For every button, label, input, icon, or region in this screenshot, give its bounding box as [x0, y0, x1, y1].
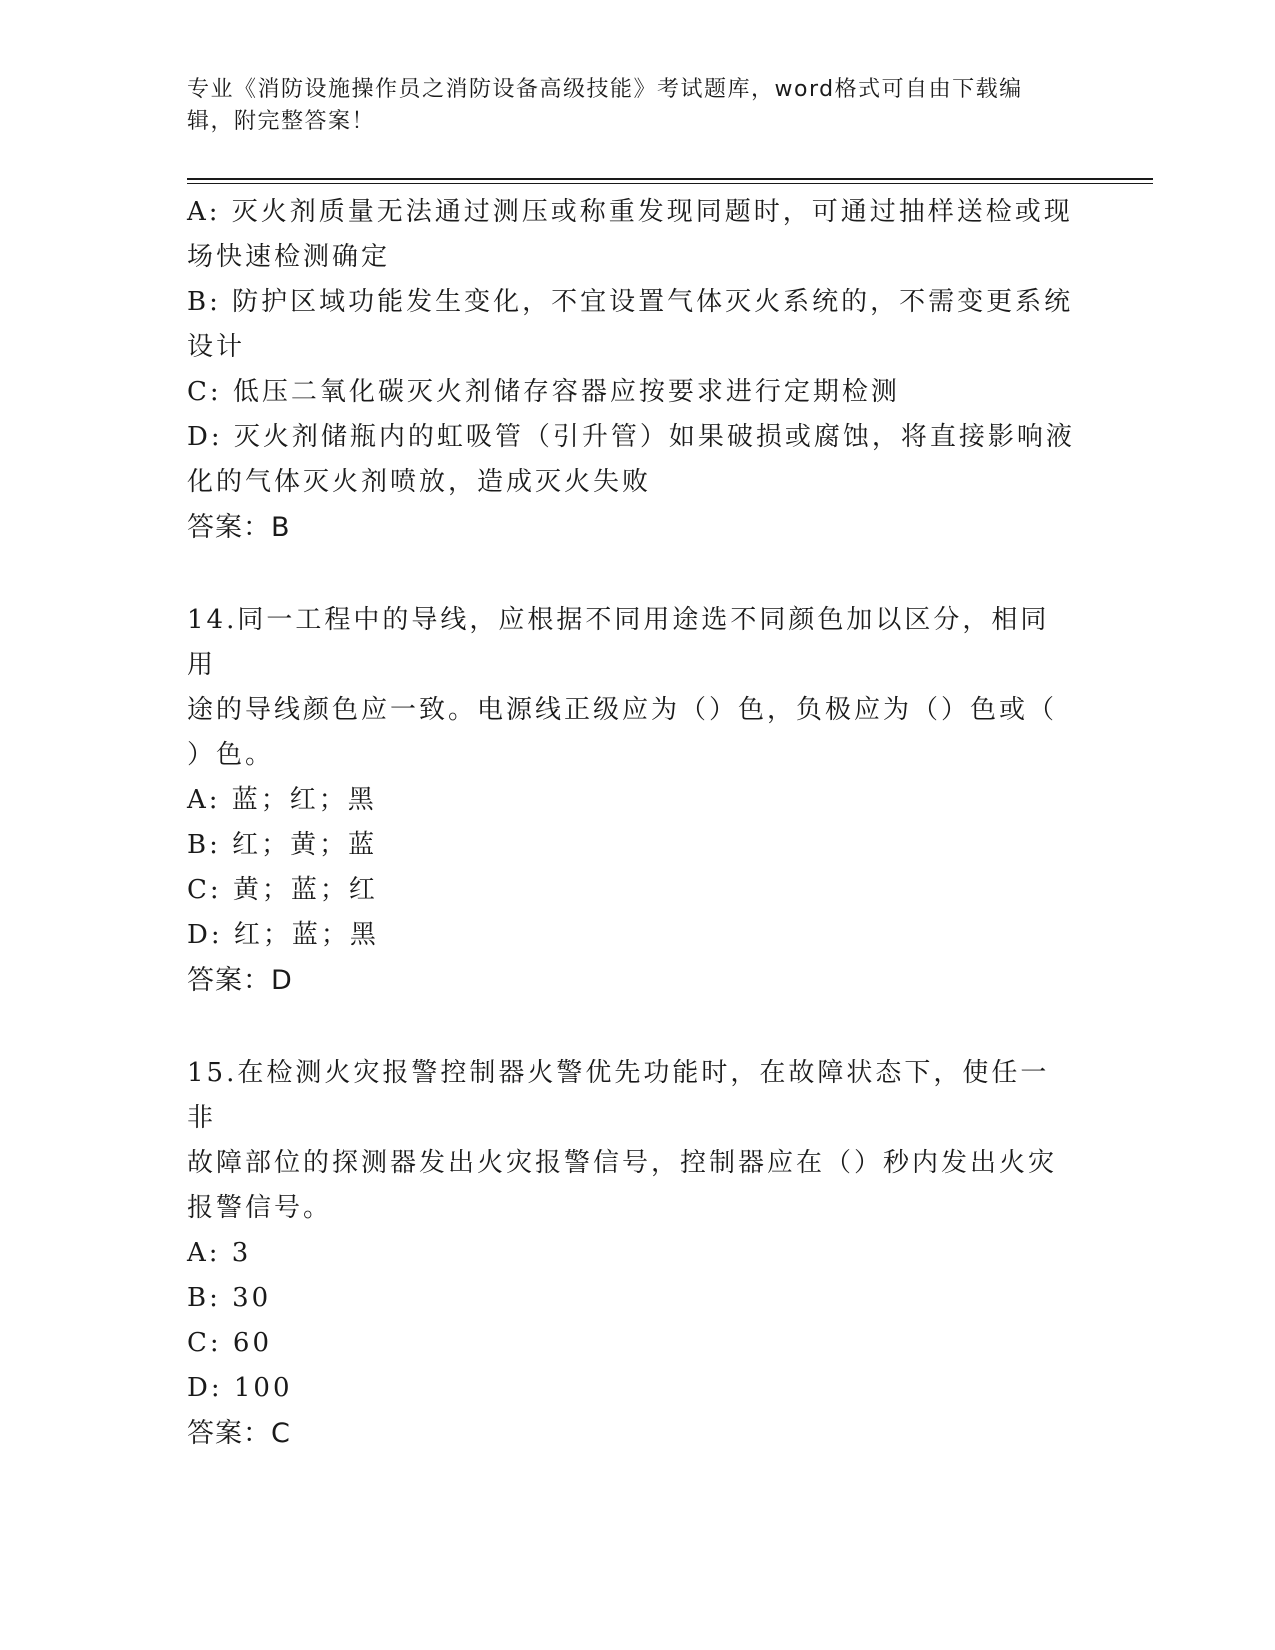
q15-option-c: C: 60	[187, 1328, 273, 1358]
q14-stem-line-3: ）色。	[187, 740, 275, 770]
q13-option-c-line-1: C: 低压二氧化碳灭火剂储存容器应按要求进行定期检测	[187, 377, 900, 407]
q13-answer: 答案：B	[187, 512, 291, 543]
q15-option-a: A: 3	[187, 1238, 252, 1268]
q13-option-a-line-1: A: 灭火剂质量无法通过测压或称重发现同题时，可通过抽样送检或现	[187, 197, 1073, 227]
q13-option-d-line-2: 化的气体灭火剂喷放，造成灭火失败	[187, 467, 652, 497]
q14-option-a: A: 蓝；红；黑	[187, 785, 377, 815]
spacer	[187, 1003, 1077, 1051]
q13-option-b-line-1: B: 防护区域功能发生变化，不宜设置气体灭火系统的，不需变更系统	[187, 287, 1074, 317]
header-line-2: 辑，附完整答案！	[187, 109, 376, 134]
header-divider-thin	[187, 183, 1153, 184]
q14-answer: 答案：D	[187, 965, 293, 996]
q15-option-b: B: 30	[187, 1283, 272, 1313]
q14-stem-line-1: 14.同一工程中的导线，应根据不同用途选不同颜色加以区分，相同用	[187, 605, 1050, 680]
q14-option-c: C: 黄；蓝；红	[187, 875, 378, 905]
q14-block	[187, 598, 1077, 1003]
q13-option-b-line-2: 设计	[187, 332, 246, 362]
q13-option-a-line-2: 场快速检测确定	[187, 242, 391, 272]
question-content	[187, 190, 1077, 1456]
q15-answer: 答案：C	[187, 1418, 291, 1449]
q14-option-b: B: 红；黄；蓝	[187, 830, 378, 860]
header-line-1: 专业《消防设施操作员之消防设备高级技能》考试题库，word格式可自由下载编	[187, 77, 1023, 102]
spacer	[187, 550, 1077, 598]
header-divider-thick	[187, 178, 1153, 180]
document-header	[187, 74, 1067, 138]
q15-block	[187, 1051, 1077, 1456]
q14-stem-line-2: 途的导线颜色应一致。电源线正级应为（）色，负极应为（）色或（	[187, 695, 1058, 725]
q13-option-d-line-1: D: 灭火剂储瓶内的虹吸管（引升管）如果破损或腐蚀，将直接影响液	[187, 422, 1075, 452]
q15-option-d: D: 100	[187, 1373, 293, 1403]
q13-block	[187, 190, 1077, 550]
q14-option-d: D: 红；蓝；黑	[187, 920, 379, 950]
q15-stem-line-1: 15.在检测火灾报警控制器火警优先功能时，在故障状态下，使任一非	[187, 1058, 1050, 1133]
q15-stem-line-2: 故障部位的探测器发出火灾报警信号，控制器应在（）秒内发出火灾	[187, 1148, 1058, 1178]
q15-stem-line-3: 报警信号。	[187, 1193, 333, 1223]
